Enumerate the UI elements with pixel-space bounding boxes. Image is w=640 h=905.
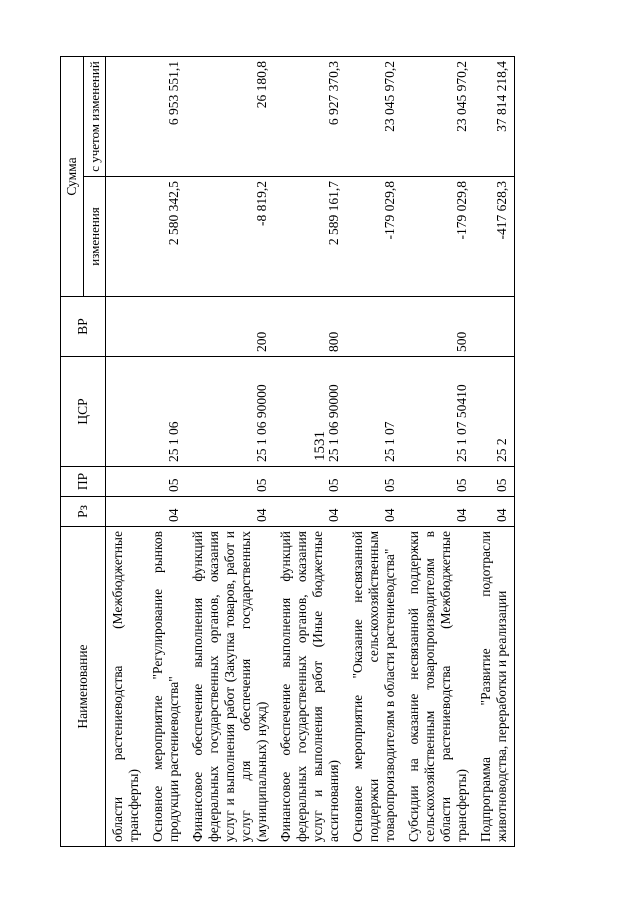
row-rz xyxy=(106,497,147,527)
row-vr xyxy=(106,297,147,357)
row-vr xyxy=(346,297,402,357)
header-csr: ЦСР xyxy=(61,357,106,467)
row-rz: 04 xyxy=(146,497,186,527)
row-vr: 800 xyxy=(274,297,346,357)
table-row xyxy=(274,56,346,846)
row-changes xyxy=(106,177,147,297)
header-pr: ПР xyxy=(61,467,106,497)
row-pr: 05 xyxy=(146,467,186,497)
header-sum: Сумма xyxy=(61,56,84,296)
row-changes: -179 029,8 xyxy=(402,177,474,297)
table-row xyxy=(402,56,474,846)
header-with-changes: с учетом изменений xyxy=(84,56,106,176)
row-name: Финансовое обеспечение выполнения функций федеральных государственных органов, оказания услуг и выполнения работ (Иные бюджетные ассигнования) xyxy=(274,527,346,847)
budget-table xyxy=(60,56,515,847)
page-number: 1531 xyxy=(312,431,328,461)
row-pr: 05 xyxy=(402,467,474,497)
row-changes: 2 580 342,5 xyxy=(146,177,186,297)
row-csr xyxy=(106,357,147,467)
table-body xyxy=(106,56,515,846)
row-total xyxy=(106,56,147,176)
row-total: 6 953 551,1 xyxy=(146,56,186,176)
row-changes: -8 819,2 xyxy=(186,177,274,297)
row-name: Основное мероприятие "Регулирование рынков продукции растениеводства" xyxy=(146,527,186,847)
table-row xyxy=(474,56,515,846)
budget-table-page xyxy=(60,57,580,847)
header-rz: Рз xyxy=(61,497,106,527)
header-vr: ВР xyxy=(61,297,106,357)
row-total: 26 180,8 xyxy=(186,56,274,176)
row-vr: 200 xyxy=(186,297,274,357)
row-pr: 05 xyxy=(346,467,402,497)
row-rz: 04 xyxy=(402,497,474,527)
row-rz: 04 xyxy=(186,497,274,527)
row-rz: 04 xyxy=(346,497,402,527)
row-rz: 04 xyxy=(274,497,346,527)
row-csr: 25 1 07 xyxy=(346,357,402,467)
row-vr xyxy=(474,297,515,357)
table-header xyxy=(61,56,106,846)
row-total: 6 927 370,3 xyxy=(274,56,346,176)
row-name: области растениеводства (Межбюджетные трансферты) xyxy=(106,527,147,847)
row-name: Финансовое обеспечение выполнения функций федеральных государственных органов, оказания услуг и выполнения работ (Закупка товаров, работ и услуг для обеспечения государственных (муниципальных) нужд) xyxy=(186,527,274,847)
header-changes: изменения xyxy=(84,177,106,297)
row-pr: 05 xyxy=(474,467,515,497)
row-total: 23 045 970,2 xyxy=(346,56,402,176)
row-name: Субсидии на оказание несвязанной поддержки сельскохозяйственным товаропроизводителям в области растениеводства (Межбюджетные трансферты) xyxy=(402,527,474,847)
row-pr xyxy=(106,467,147,497)
row-changes: -179 029,8 xyxy=(346,177,402,297)
row-csr: 25 1 07 50410 xyxy=(402,357,474,467)
row-vr xyxy=(146,297,186,357)
row-rz: 04 xyxy=(474,497,515,527)
table-row xyxy=(186,56,274,846)
row-changes: -417 628,3 xyxy=(474,177,515,297)
row-pr: 05 xyxy=(186,467,274,497)
row-pr: 05 xyxy=(274,467,346,497)
row-csr: 25 1 06 xyxy=(146,357,186,467)
row-total: 37 814 218,4 xyxy=(474,56,515,176)
row-changes: 2 589 161,7 xyxy=(274,177,346,297)
row-name: Основное мероприятие "Оказание несвязанной поддержки сельскохозяйственным товаропроизводителям в области растениеводства" xyxy=(346,527,402,847)
row-name: Подпрограмма "Развитие подотрасли животноводства, переработки и реализации xyxy=(474,527,515,847)
row-vr: 500 xyxy=(402,297,474,357)
row-csr: 25 1 06 90000 xyxy=(186,357,274,467)
header-name: Наименование xyxy=(61,527,106,847)
row-total: 23 045 970,2 xyxy=(402,56,474,176)
table-row xyxy=(146,56,186,846)
table-row xyxy=(346,56,402,846)
row-csr: 25 2 xyxy=(474,357,515,467)
table-row xyxy=(106,56,147,846)
row-csr: 25 1 06 90000 xyxy=(274,357,346,467)
